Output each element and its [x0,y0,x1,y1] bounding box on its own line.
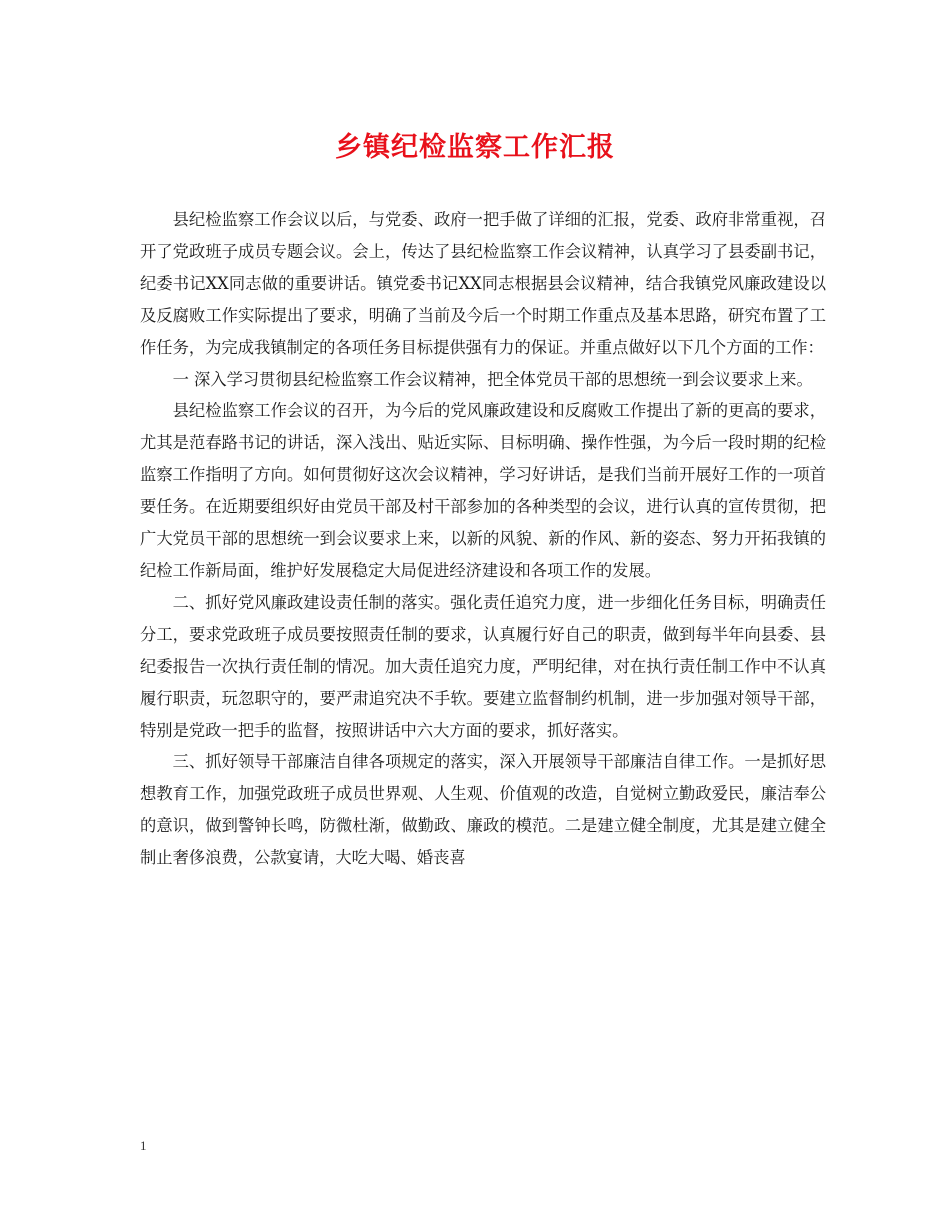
paragraph-intro: 县纪检监察工作会议以后，与党委、政府一把手做了详细的汇报，党委、政府非常重视，召开了党政班子成员专题会议。会上，传达了县纪检监察工作会议精神，认真学习了县委副书记，纪委书记XX同志做的重要讲话。镇党委书记XX同志根据县会议精神，结合我镇党风廉政建设以及反腐败工作实际提出了要求，明确了当前及今后一个时期工作重点及基本思路，研究布置了工作任务，为完成我镇制定的各项任务目标提供强有力的保证。并重点做好以下几个方面的工作： [140,210,826,357]
paragraph-section-1-heading: 一 深入学习贯彻县纪检监察工作会议精神，把全体党员干部的思想统一到会议要求上来。 [172,369,813,389]
paragraph-section-1-body: 县纪检监察工作会议的召开，为今后的党风廉政建设和反腐败工作提出了新的更高的要求，尤其是范春路书记的讲话，深入浅出、贴近实际、目标明确、操作性强，为今后一段时期的纪检监察工作指明了方向。如何贯彻好这次会议精神，学习好讲话，是我们当前开展好工作的一项首要任务。在近期要组织好由党员干部及村干部参加的各种类型的会议，进行认真的宣传贯彻，把广大党员干部的思想统一到会议要求上来，以新的风貌、新的作风、新的姿态、努力开拓我镇的纪检工作新局面，维护好发展稳定大局促进经济建设和各项工作的发展。 [140,401,826,580]
document-body [140,204,826,874]
document-title: 乡镇纪检监察工作汇报 [335,132,615,163]
paragraph-section-2: 二、抓好党风廉政建设责任制的落实。强化责任追究力度，进一步细化任务目标，明确责任分工，要求党政班子成员要按照责任制的要求，认真履行好自己的职责，做到每半年向县委、县纪委报告一次执行责任制的情况。加大责任追究力度，严明纪律，对在执行责任制工作中不认真履行职责，玩忽职守的，要严肃追究决不手软。要建立监督制约机制，进一步加强对领导干部，特别是党政一把手的监督，按照讲话中六大方面的要求，抓好落实。 [140,592,826,740]
paragraph-section-3: 三、抓好领导干部廉洁自律各项规定的落实，深入开展领导干部廉洁自律工作。一是抓好思想教育工作，加强党政班子成员世界观、人生观、价值观的改造，自觉树立勤政爱民，廉洁奉公的意识，做到警钟长鸣，防微杜渐，做勤政、廉政的模范。二是建立健全制度，尤其是建立健全制止奢侈浪费，公款宴请，大吃大喝、婚丧喜 [140,752,826,868]
page-number: 1 [140,1138,147,1153]
